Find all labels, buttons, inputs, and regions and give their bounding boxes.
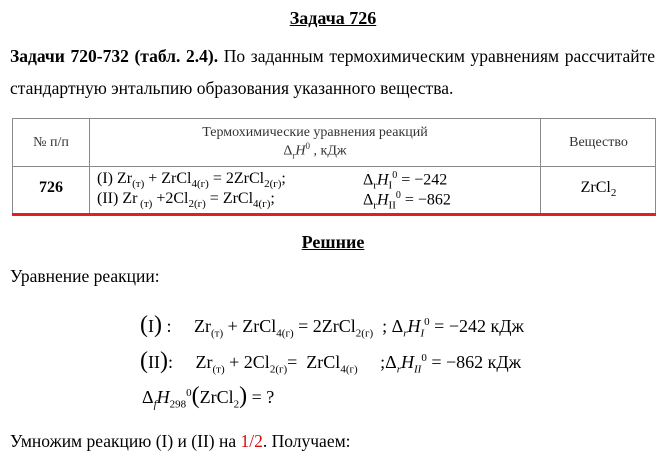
equation-1: (I) : $Zr_{(т)}$ + ZrCl$_{4(г)}$ = 2ZrCl$_{2(г)}$ ; $\Delta_rH_I^0 = -242$ кДж (140, 312, 524, 340)
col-equations-header-line1: Термохимические уравнения реакций (202, 125, 428, 140)
problem-title: Задача 726 (289, 8, 377, 28)
row-eq2: (II) Zr $_{(т)} +2Cl_{2(г)}$ = ZrCl$_{4(г)}$; (97, 190, 275, 211)
lead-text: Уравнение реакции: (10, 266, 160, 286)
red-underline (12, 213, 656, 216)
solution-title: Решние (301, 232, 365, 252)
equation-3: $\Delta_fH_{298}^0(ZrCl_2)$ = ? (142, 383, 275, 411)
task-ref: Задачи 720-732 (табл. 2.4). (10, 46, 219, 66)
bottom-fraction: 1/2 (240, 431, 263, 451)
col-equations-header-formula: $\Delta_rH^0$ , кДж (283, 141, 347, 161)
equation-2: (II): $Zr_{(т)} + 2Cl_{2(г)}=$ ZrCl$_{4(г)}$ $;\Delta_rH_{II}^0 = -862$ кДж (140, 348, 522, 376)
col-number-header: № п/п (33, 135, 69, 150)
task-statement (10, 40, 655, 104)
row-substance: ZrCl$_2$ (580, 179, 617, 200)
row-eq1-dh: $\Delta_rH_I^0 = -242$ (363, 170, 448, 192)
data-table (12, 118, 656, 216)
bottom-post: . Получаем: (262, 431, 351, 451)
row-number: 726 (39, 179, 63, 196)
row-eq1: (I) $Zr_{(т)}$ + ZrCl$_{4(г)}$ = 2ZrCl$_{2(г)}$; (97, 170, 286, 191)
col-equations-header (90, 125, 540, 160)
bottom-pre: Умножим реакцию (I) и (II) на (10, 431, 241, 451)
row-eq2-dh: $\Delta_rH_{II}^0 = -862$ (363, 190, 451, 212)
bottom-text (10, 431, 351, 452)
col-substance-header: Вещество (569, 135, 628, 150)
task-text: По заданным термохимическим уравнениям рассчитайте стандартную энтальпию образования указанного вещества. (10, 46, 655, 98)
